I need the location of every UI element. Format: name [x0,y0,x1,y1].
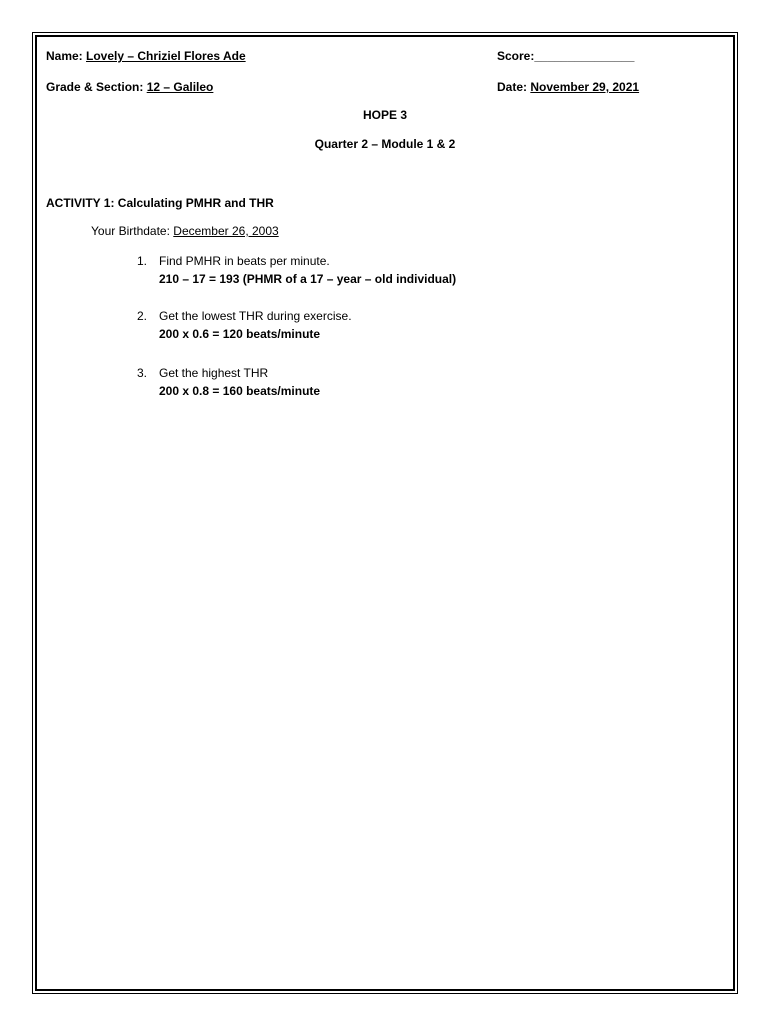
name-line [46,49,246,63]
subject-title: HOPE 3 [362,108,407,122]
item-2-instruction: Get the lowest THR during exercise. [159,309,352,323]
birthdate-line [91,224,279,238]
birthdate-value: December 26, 2003 [173,224,279,238]
item-1-number: 1. [137,254,148,268]
grade-value: 12 – Galileo [146,80,214,94]
item-1-instruction: Find PMHR in beats per minute. [159,254,330,268]
item-3-instruction: Get the highest THR [159,366,269,380]
name-value: Lovely – Chriziel Flores Ade [86,49,246,63]
grade-line [46,80,213,94]
birthdate-label: Your Birthdate: [91,224,174,238]
module-title: Quarter 2 – Module 1 & 2 [314,137,456,151]
page-inner-border [36,36,734,990]
grade-label: Grade & Section: [46,80,147,94]
date-label: Date: [497,80,531,94]
item-3-answer: 200 x 0.8 = 160 beats/minute [159,384,321,398]
activity-heading: ACTIVITY 1: Calculating PMHR and THR [46,196,274,210]
item-2-answer: 200 x 0.6 = 120 beats/minute [159,327,321,341]
score-line [497,49,634,63]
item-2-number: 2. [137,309,148,323]
score-label: Score: [497,49,535,63]
item-3-number: 3. [137,366,148,380]
name-label: Name: [46,49,87,63]
date-line [497,80,639,94]
date-value: November 29, 2021 [530,80,640,94]
item-1-answer: 210 – 17 = 193 (PHMR of a 17 – year – old individual) [159,272,457,286]
score-value: _______________ [534,49,635,63]
